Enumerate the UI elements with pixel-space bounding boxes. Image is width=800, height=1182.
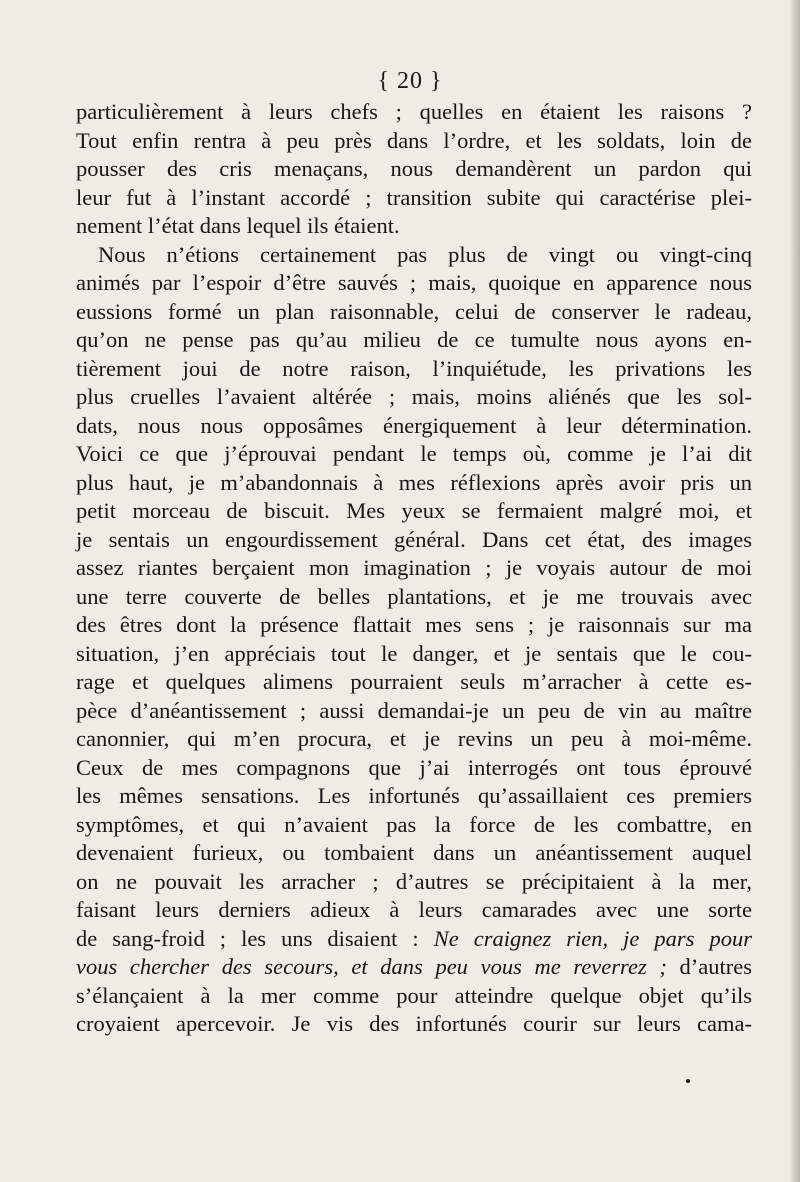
text-roman: de sang-froid ; les uns disaient : bbox=[76, 925, 434, 951]
text-line: situation, j’en appréciais tout le danger, et je sentais que le cou- bbox=[76, 640, 752, 666]
text-italic: Ne craignez rien, je pars pour bbox=[433, 925, 752, 951]
text-line: assez riantes berçaient mon imagination ; je voyais autour de moi bbox=[76, 555, 752, 580]
text-line: pousser des cris menaçans, nous demandèrent un pardon qui bbox=[76, 156, 752, 181]
text-italic: vous chercher des secours, et dans peu vous me reverrez ; bbox=[76, 954, 667, 979]
text-line: petit morceau de biscuit. Mes yeux se fermaient malgré moi, et bbox=[76, 498, 752, 523]
text-line: devenaient furieux, ou tombaient dans un anéantissement auquel bbox=[76, 840, 752, 865]
text-line: qu’on ne pense pas qu’au milieu de ce tumulte nous ayons en- bbox=[76, 327, 752, 352]
text-line: on ne pouvait les arracher ; d’autres se précipitaient à la mer, bbox=[76, 868, 752, 894]
text-line-mixed bbox=[76, 953, 752, 982]
text-line: des êtres dont la présence flattait mes sens ; je raisonnais sur ma bbox=[76, 612, 752, 637]
page-edge-shadow bbox=[790, 0, 800, 1182]
text-line-paragraph-start: Nous n’étions certainement pas plus de vingt ou vingt-cinq bbox=[98, 241, 752, 267]
text-roman: d’autres bbox=[666, 954, 753, 979]
text-line: plus cruelles l’avaient altérée ; mais, moins aliénés que les sol- bbox=[76, 384, 752, 409]
text-line: particulièrement à leurs chefs ; quelles en étaient les raisons ? bbox=[76, 99, 752, 124]
page-number: { 20 } bbox=[377, 68, 443, 94]
text-line: faisant leurs derniers adieux à leurs camarades avec une sorte bbox=[76, 897, 752, 922]
text-line: pèce d’anéantissement ; aussi demandai-je un peu de vin au maître bbox=[76, 697, 752, 723]
text-line: Ceux de mes compagnons que j’ai interrogés ont tous éprouvé bbox=[76, 754, 752, 780]
text-line: symptômes, et qui n’avaient pas la force de les combattre, en bbox=[76, 811, 752, 837]
body-text bbox=[76, 98, 752, 1039]
text-line: rage et quelques alimens pourraient seuls m’arracher à cette es- bbox=[76, 669, 752, 694]
text-line: Tout enfin rentra à peu près dans l’ordre, et les soldats, loin de bbox=[76, 127, 752, 153]
text-line-mixed bbox=[76, 925, 752, 954]
text-line: leur fut à l’instant accordé ; transition subite qui caractérise plei- bbox=[76, 184, 752, 210]
text-line: eussions formé un plan raisonnable, celui de conserver le radeau, bbox=[76, 298, 752, 324]
text-line: s’élançaient à la mer comme pour atteindre quelque objet qu’ils bbox=[76, 982, 752, 1008]
text-line: nement l’état dans lequel ils étaient. bbox=[76, 213, 400, 238]
text-line: une terre couverte de belles plantations, et je me trouvais avec bbox=[76, 583, 752, 609]
text-line: les mêmes sensations. Les infortunés qu’assaillaient ces premiers bbox=[76, 783, 752, 808]
text-line: canonnier, qui m’en procura, et je revins un peu à moi-même. bbox=[76, 726, 752, 751]
ink-speck bbox=[686, 1079, 690, 1083]
text-line: animés par l’espoir d’être sauvés ; mais, quoique en apparence nous bbox=[76, 270, 752, 295]
text-line: croyaient apercevoir. Je vis des infortunés courir sur leurs cama- bbox=[76, 1011, 752, 1036]
text-line: Voici ce que j’éprouvai pendant le temps où, comme je l’ai dit bbox=[76, 441, 752, 466]
text-line: plus haut, je m’abandonnais à mes réflexions après avoir pris un bbox=[76, 469, 752, 495]
text-line: dats, nous nous opposâmes énergiquement à leur détermination. bbox=[76, 412, 752, 438]
text-line: tièrement joui de notre raison, l’inquiétude, les privations les bbox=[76, 355, 752, 381]
text-line: je sentais un engourdissement général. Dans cet état, des images bbox=[76, 526, 752, 552]
